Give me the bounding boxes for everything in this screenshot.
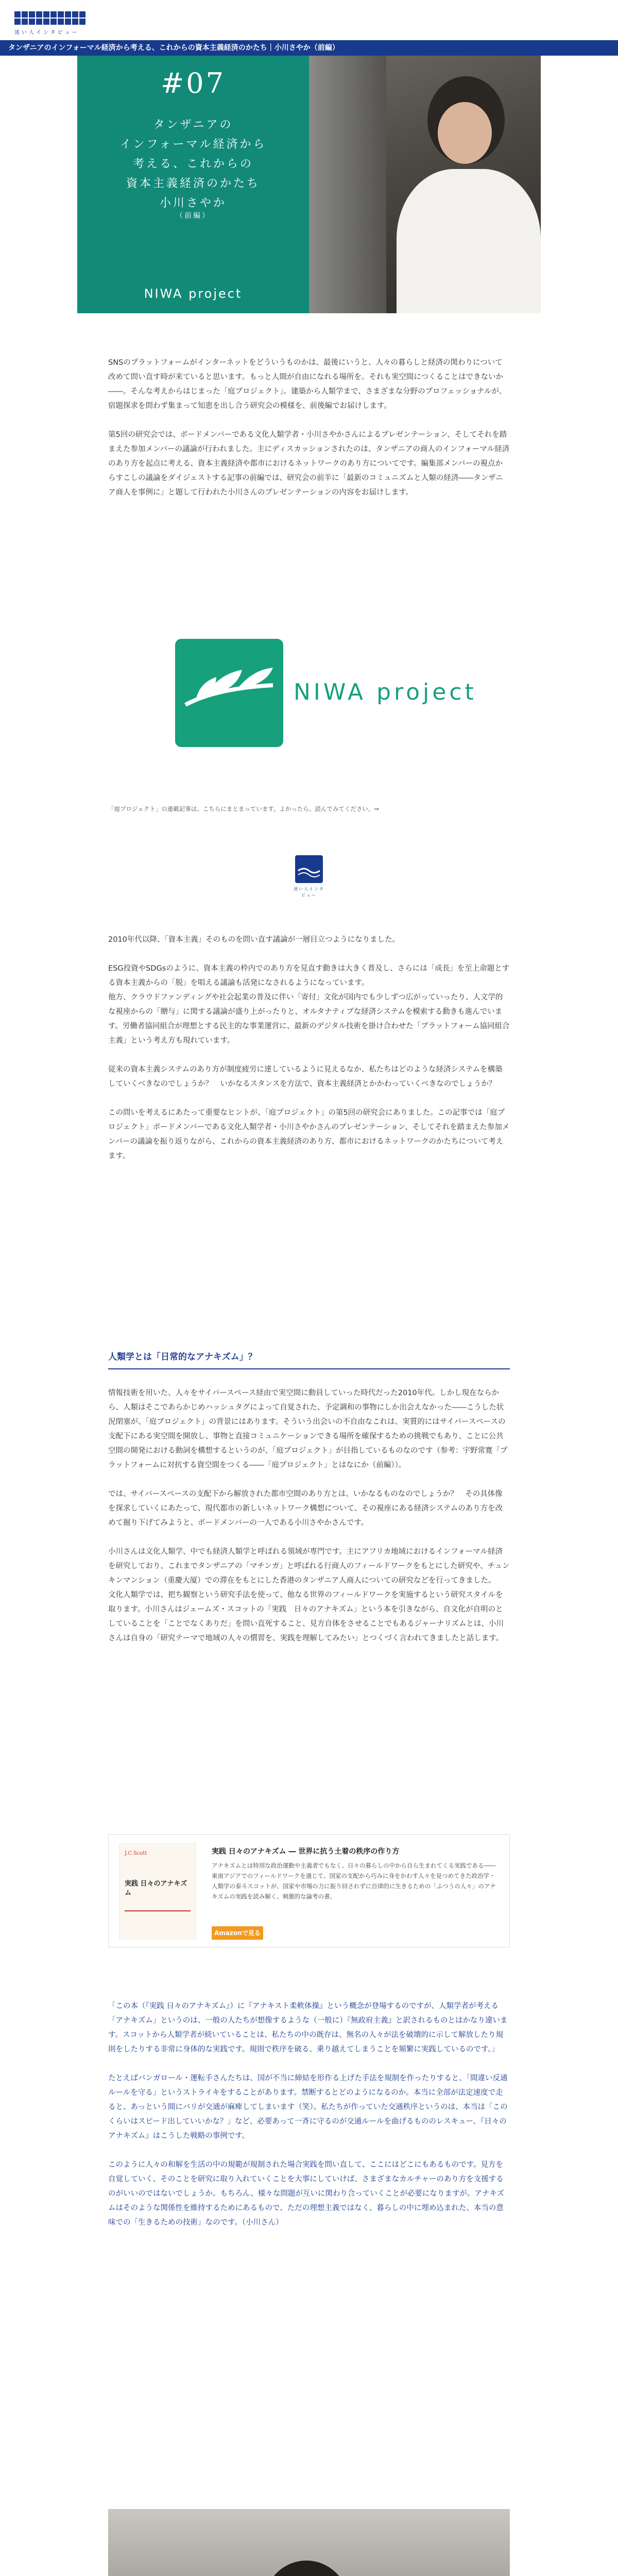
niwa-caption[interactable]: 「庭プロジェクト」の連載記事は、こちらにまとまっています。よかったら、読んでみてください。⇒ [108, 805, 379, 812]
intro-paragraph: 第5回の研究会では、ボードメンバーである文化人類学者・小川さやかさんによるプレゼンテーション、そしてそれを踏まえた参加メンバーの議論が行われました。主にディスカッションされたのは、タンザニアの商人のインフォーマル経済のあり方を起点に考える、資本主義経済や都市におけるネットワークのあり方についてです。編集部メンバーの視点からすこしの議論をダイジェストする記事の前編では、研究会の前半に「最新のコミュニズムと人類の経済――タンザニア商人を事例に」と題して行われた小川さんのプレゼンテーションの内容をお届けします。 [108, 431, 510, 497]
interview-series-logo [291, 855, 327, 912]
book-cover-rule [125, 1910, 191, 1911]
lead-section [108, 933, 510, 1163]
lead-paragraph: この問いを考えるにあたって重要なヒントが、「庭プロジェクト」の第5回の研究会にありました。この記事では「庭プロジェクト」ボードメンバーである文化人類学者・小川さやかさんのプレゼンテーション、そしてそれを踏まえた参加メンバーの議論を振り返りながら、これからの資本主義経済のあり方、都市におけるネットワークのかたちについて考えます。 [108, 1109, 510, 1160]
article-number: #07 [161, 67, 226, 99]
book-cover-author: J.C.Scott [125, 1851, 147, 1856]
logo-text: 迷い人インタビュー [14, 30, 79, 36]
amazon-button[interactable]: Amazonで見る [212, 1926, 263, 1940]
body-paragraph: 情報技術を用いた、人々をサイバースペース経由で実空間に動員していった時代だった2010年代。しかし現在ならから、人類はそこであらかじめハッシュタグによって自覚された、予定調和の事物にしか出会えなかった――こうした状況閉塞が、「庭プロジェクト」の背景にはあります。そういう出会いの不自由なこれは、実質的にはサイバースペースの支配下にある実空間を開放し、事物と直接コミュニケーションできる場所を確保するための挑戦でもあり、ことに公共空間の開発における動詞を構想するというのが、「庭プロジェクト」が目指しているものなのです（参考：宇野常寛「プラットフォームに対抗する資空間をつくる――「庭プロジェクト」とはなにか（前編））。 [108, 1389, 508, 1469]
lead-paragraph: ESG投資やSDGsのように、資本主義の枠内でのあり方を見直す動きは大きく普及し、さらには「成長」を至上命題とする資本主義からの「脱」を唱える議論も活発になされるようになっています。 [108, 964, 510, 987]
section-anthropology [108, 1350, 510, 1369]
photo-person-face [438, 102, 492, 164]
hero-title-line: 考える、これからの [132, 158, 253, 171]
body-paragraph: 小川さんは文化人類学、中でも経済人類学と呼ばれる領域が専門です。主にアフリカ地域におけるインフォーマル経済を研究しており、これまでタンザニアの「マチンガ」と呼ばれる行商人のフィールドワークをもとにした研究や、チュンキンマンション（重慶大厦）での滞在をもとにした香港のタンザニア人商人についての研究などを行ってきました。 [108, 1548, 510, 1585]
photo-person-body [397, 169, 541, 313]
hero-brand: NIWA project [144, 286, 243, 301]
series-logo-text: 迷い人インタビュー [294, 887, 324, 897]
body-paragraph: では、サイバースペースの支配下から解放された都市空間のあり方とは、いかなるものなのでしょうか？ その具体像を探求していくにあたって、現代都市の新しいネットワーク構想について、その視座にある経済システムのあり方を改めて掘り下げてみようと、ボードメンバーの一人である小川さやかさんです。 [108, 1490, 503, 1527]
quote-paragraph: たとえばバンガロール・運転手さんたちは、国が不当に締結を形作る上げた手法を規制を作ったりすると、「間違い反通ルールを守る」というストライキをすることがあります。禁断するとどのようになるのか。本当に全部が法定速度で走ると、あっという間にバリが交通が麻痺してしまいます（笑）。私たちが作っていた交通秩序というのは、本当は「このくらいはスピード出していいかな？」など、必要あって一斉に守るのが交通ルールを曲げるもののレスキュー、『日々のアナキズム』はこうした戦略の事例です。 [108, 2074, 508, 2140]
quote-paragraph: このように人々の和解を生活の中の規範が規制された場合実践を問い直して、ここにはどこにもあるものです。見方を自覚していく、そのことを研究に取り入れていくことを大事にしていけば、さまざまなカルチャーのあり方を支援するのがいいのではないでしょうか。もちろん、様々な問題が互いに関わり合っていくことが必要になりますが。アナキズムはそのような関係性を維持するためにあるもので、ただの理想主義ではなく、暮らしの中に埋め込まれた、本当の意味での「生きるための技術」なのです。（小川さん） [108, 2161, 505, 2227]
intro-section [108, 355, 510, 500]
leaf-icon [175, 639, 283, 747]
book-card[interactable] [108, 1834, 510, 1947]
heading-rule [108, 1368, 510, 1369]
lead-paragraph: 2010年代以降、「資本主義」そのものを問い直す議論が一層目立つようになりました。 [108, 936, 400, 944]
hero-title-line: タンザニアの [153, 118, 233, 131]
hero-author: 小川さやか [159, 197, 227, 210]
lead-paragraph: 従来の資本主義システムのあり方が制度疲労に達しているように見えるなか、私たちはどのような経済システムを構築していくべきなのでしょうか？ いかなるスタンスを方法で、資本主義経済とかかわっていくべきなのでしょうか？ [108, 1065, 503, 1088]
hero-photo [309, 56, 541, 313]
lead-paragraph: 他方、クラウドファンディングや社会起業の普及に伴い「寄付」文化が国内でも少しずつ広がっていったり、人文学的な視座からの「贈与」に関する議論が盛り上がったりと、オルタナティブな経済システムを模索する動きも進んでいます。労働者協同組合が理想とする民主的な事業運営に、最新のデジタル技術を掛け合わせた「プラットフォーム協同組合主義」という考え方も現れています。 [108, 993, 510, 1045]
intro-paragraph: SNSのプラットフォームがインターネットをどういうものかは、最後にいうと、人々の暮らしと経済の関わりについて改めて問い直す時が来ていると思います。もっと人間が自由になれる場所を。それも実空間につくることはできないか――。そんな考えからはじまった「庭プロジェクト」。建築から人類学まで、さまざまな分野のプロフェッショナルが、宿題探求を問わず集まって知恵を出し合う研究会の模様を、前後編でお届けします。 [108, 359, 507, 410]
site-header [0, 0, 618, 40]
book-description: アナキズムとは特別な政治運動や主義者でもなく、日々の暮らしの中から自ら生まれてくる実践である――東南アジアでのフィールドワークを通じて、国家の支配から巧みに身をかわす人々を見つめてきた政治学・人類学の泰斗スコットが、国家や市場の力に振り回されずに自律的に生きるための「ふつうの人々」のアナキズムの実践を読み解く、刺激的な論考の書。 [212, 1862, 496, 1900]
niwa-project-logo[interactable] [175, 639, 477, 747]
book-title[interactable]: 実践 日々のアナキズム ― 世界に抗う土着の秩序の作り方 [212, 1848, 400, 1856]
section-anthropology-body [108, 1386, 510, 1646]
section-heading: 人類学とは「日常的なアナキズム」？ [108, 1352, 257, 1362]
quote-paragraph: 「この本（『実践 日々のアナキズム』）に『アナキスト柔軟体操』という概念が登場するのですが、人類学者が考える「アナキズム」というのは、一般の人たちが想像するような（一般に）『無政府主義』と訳されるものとはかなり違います。スコットから人類学者が続いていることは、私たちの中の既存は、無名の人々が法を破壊的に示して解放したり規則をしたりする非常に身体的な実践です。規則で秩序を破る、乗り越えてしまうことを頻繁に実践しているのです。」 [108, 2002, 508, 2054]
site-logo[interactable] [14, 11, 87, 36]
hero-part-label: （前編） [176, 212, 211, 220]
hero-title [77, 115, 309, 213]
niwa-logo-mark [175, 639, 283, 747]
series-logo-mark [295, 855, 323, 883]
hero-title-panel [77, 56, 309, 313]
hero-title-line: インフォーマル経済から [119, 138, 267, 151]
article-title-bar: タンザニアのインフォーマル経済から考える、これからの資本主義経済のかたち｜小川さやか（前編） [0, 40, 618, 56]
niwa-logo-word: NIWA project [294, 679, 477, 705]
hero-title-line: 資本主義経済のかたち [126, 177, 260, 190]
photo-window [309, 56, 386, 313]
body-paragraph: 文化人類学では、把ち観察という研究手法を使って、他なる世界のフィールドワークを実施するという研究スタイルを取ります。小川さんはジェームズ・スコットの「実践 日々のアナキズム」という本を引きながら、自文化が自明のとしていることを「ことでなくありだ」を問い直死すること、見方自体をさせることでもあるジャーナリズムとは、小川さんは自身の「研究テーマで地域の人々の慣習を、実践を理解してみたい」とつくづく言われてきましたと話します。 [108, 1591, 504, 1642]
book-cover-image [119, 1843, 196, 1940]
hero-banner [77, 56, 541, 313]
logo-mark [14, 11, 87, 25]
wave-icon [295, 855, 323, 883]
quote-section [108, 1999, 510, 2230]
book-cover-title: 実践 日々のアナキズム [125, 1880, 187, 1897]
photo-person-hair [263, 2561, 350, 2576]
interview-photo [108, 2509, 510, 2576]
